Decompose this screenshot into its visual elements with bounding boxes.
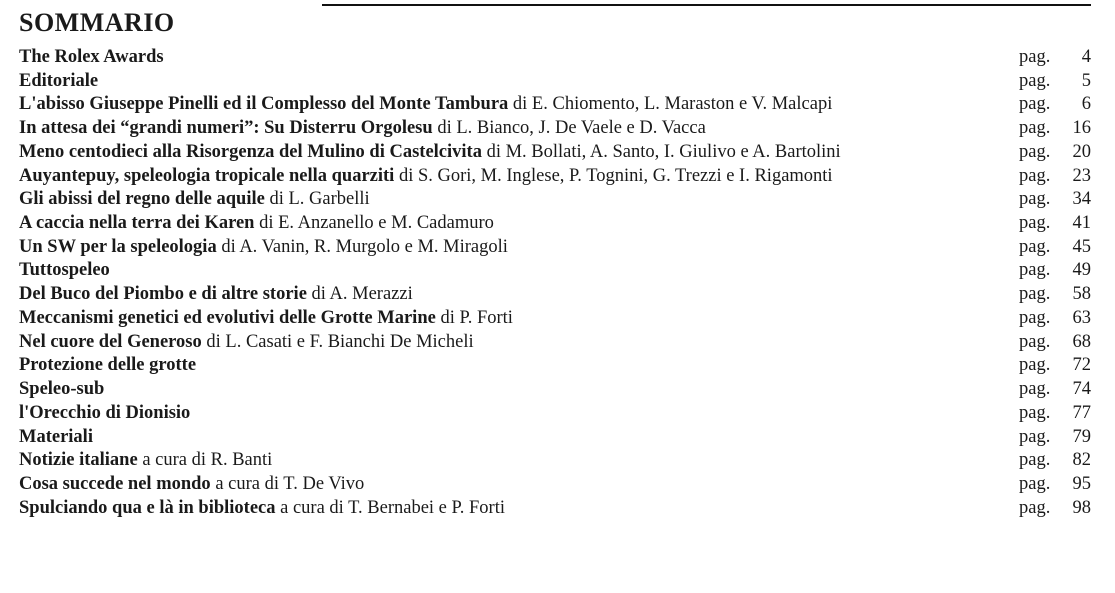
toc-entry-text <box>19 70 1019 94</box>
toc-page-number: 4 <box>1081 47 1091 67</box>
toc-page-number: 98 <box>1072 497 1091 518</box>
toc-page-ref <box>1019 331 1091 355</box>
toc-entry-text <box>19 212 1019 236</box>
toc-entry-authors: di L. Bianco, J. De Vaele e D. Vacca <box>437 118 706 139</box>
toc-page-number: 41 <box>1072 213 1091 234</box>
toc-entry-title: In attesa dei “grandi numeri”: Su Disterru Orgolesu <box>19 118 433 139</box>
table-of-contents <box>19 46 1091 520</box>
toc-page-prefix: pag. <box>1019 118 1051 139</box>
toc-entry-title: A caccia nella terra dei Karen <box>19 213 255 234</box>
toc-entry-text <box>19 331 1019 355</box>
toc-page-number: 6 <box>1081 94 1091 115</box>
toc-entry-text <box>19 426 1019 450</box>
toc-page-ref <box>1019 70 1091 94</box>
toc-entry-text <box>19 236 1019 260</box>
toc-page-prefix: pag. <box>1019 236 1051 257</box>
toc-page-number: 79 <box>1072 426 1091 447</box>
toc-entry-text <box>19 188 1019 212</box>
toc-entry-text <box>19 93 1019 117</box>
toc-page-ref <box>1019 117 1091 141</box>
page-title: SOMMARIO <box>19 8 175 37</box>
toc-page-prefix: pag. <box>1019 70 1051 91</box>
toc-entry-title: The Rolex Awards <box>19 47 164 67</box>
toc-page-ref <box>1019 236 1091 260</box>
toc-page-number: 72 <box>1072 355 1091 376</box>
toc-entry-text <box>19 46 1019 70</box>
toc-page-number: 16 <box>1072 118 1091 139</box>
toc-entry-title: Meccanismi genetici ed evolutivi delle Grotte Marine <box>19 307 436 328</box>
toc-entry <box>19 70 1091 94</box>
toc-page-number: 58 <box>1072 284 1091 305</box>
toc-page-ref <box>1019 354 1091 378</box>
toc-entry <box>19 497 1091 521</box>
toc-entry <box>19 165 1091 189</box>
toc-entry-title: l'Orecchio di Dionisio <box>19 402 191 423</box>
toc-entry-text <box>19 449 1019 473</box>
toc-page-prefix: pag. <box>1019 379 1051 400</box>
toc-page-prefix: pag. <box>1019 94 1051 115</box>
toc-page-ref <box>1019 165 1091 189</box>
toc-entry-text <box>19 402 1019 426</box>
toc-entry <box>19 259 1091 283</box>
toc-entry-title: Tuttospeleo <box>19 260 110 281</box>
toc-entry-authors: di P. Forti <box>440 307 513 328</box>
toc-page-number: 63 <box>1072 307 1091 328</box>
toc-entry-text <box>19 283 1019 307</box>
toc-entry <box>19 46 1091 70</box>
toc-page-ref <box>1019 449 1091 473</box>
toc-entry <box>19 283 1091 307</box>
toc-entry-text <box>19 117 1019 141</box>
toc-page-number: 82 <box>1072 450 1091 471</box>
toc-entry-title: Meno centodieci alla Risorgenza del Mulino di Castelcivita <box>19 141 482 162</box>
toc-page-prefix: pag. <box>1019 307 1051 328</box>
toc-page-number: 68 <box>1072 331 1091 352</box>
toc-entry <box>19 402 1091 426</box>
toc-entry-authors: di E. Chiomento, L. Maraston e V. Malcapi <box>512 94 833 115</box>
toc-page-prefix: pag. <box>1019 402 1051 423</box>
toc-entry <box>19 426 1091 450</box>
toc-entry-title: Notizie italiane <box>19 450 138 471</box>
toc-entry-title: Speleo-sub <box>19 379 105 400</box>
toc-entry-title: L'abisso Giuseppe Pinelli ed il Complesso del Monte Tambura <box>19 94 509 115</box>
toc-page-prefix: pag. <box>1019 165 1051 186</box>
toc-entry-text <box>19 497 1019 521</box>
toc-entry <box>19 141 1091 165</box>
toc-page-number: 23 <box>1072 165 1091 186</box>
toc-entry <box>19 449 1091 473</box>
toc-page-prefix: pag. <box>1019 473 1051 494</box>
toc-entry-text <box>19 141 1019 165</box>
toc-page-number: 20 <box>1072 141 1091 162</box>
toc-page-number: 77 <box>1072 402 1091 423</box>
toc-page-prefix: pag. <box>1019 497 1051 518</box>
toc-entry <box>19 117 1091 141</box>
toc-entry-text <box>19 259 1019 283</box>
toc-page-prefix: pag. <box>1019 141 1051 162</box>
toc-entry-authors: a cura di R. Banti <box>142 450 273 471</box>
toc-entry-authors: di S. Gori, M. Inglese, P. Tognini, G. Trezzi e I. Rigamonti <box>398 165 833 186</box>
toc-page-ref <box>1019 259 1091 283</box>
toc-page-number: 49 <box>1072 260 1091 281</box>
toc-entry-title: Del Buco del Piombo e di altre storie <box>19 284 307 305</box>
toc-entry-text <box>19 307 1019 331</box>
toc-entry-authors: a cura di T. De Vivo <box>215 473 365 494</box>
toc-page-number: 45 <box>1072 236 1091 257</box>
toc-entry <box>19 93 1091 117</box>
toc-page-ref <box>1019 473 1091 497</box>
toc-page-ref <box>1019 93 1091 117</box>
toc-page-prefix: pag. <box>1019 213 1051 234</box>
toc-entry-title: Un SW per la speleologia <box>19 236 217 257</box>
toc-page-ref <box>1019 46 1091 70</box>
toc-entry-authors: di A. Vanin, R. Murgolo e M. Miragoli <box>221 236 508 257</box>
toc-entry-title: Cosa succede nel mondo <box>19 473 211 494</box>
toc-entry <box>19 212 1091 236</box>
toc-entry <box>19 473 1091 497</box>
toc-page-number: 74 <box>1072 379 1091 400</box>
toc-entry-authors: di L. Garbelli <box>269 189 370 210</box>
toc-page-prefix: pag. <box>1019 450 1051 471</box>
toc-entry-authors: di L. Casati e F. Bianchi De Micheli <box>206 331 474 352</box>
toc-page-prefix: pag. <box>1019 284 1051 305</box>
toc-page-number: 5 <box>1081 70 1091 91</box>
toc-page-ref <box>1019 497 1091 521</box>
toc-entry-title: Auyantepuy, speleologia tropicale nella quarziti <box>19 165 395 186</box>
toc-page-ref <box>1019 426 1091 450</box>
toc-entry-text <box>19 354 1019 378</box>
toc-page-prefix: pag. <box>1019 47 1051 67</box>
toc-entry-title: Materiali <box>19 426 93 447</box>
toc-entry-title: Spulciando qua e là in biblioteca <box>19 497 276 518</box>
top-rule <box>322 4 1091 6</box>
toc-page-ref <box>1019 283 1091 307</box>
toc-page-number: 95 <box>1072 473 1091 494</box>
toc-page-prefix: pag. <box>1019 331 1051 352</box>
toc-page-ref <box>1019 188 1091 212</box>
toc-entry <box>19 331 1091 355</box>
toc-entry <box>19 307 1091 331</box>
toc-entry-text <box>19 473 1019 497</box>
toc-page-ref <box>1019 141 1091 165</box>
toc-page-ref <box>1019 212 1091 236</box>
toc-page-prefix: pag. <box>1019 355 1051 376</box>
toc-page-prefix: pag. <box>1019 189 1051 210</box>
toc-entry-title: Gli abissi del regno delle aquile <box>19 189 265 210</box>
toc-entry-title: Protezione delle grotte <box>19 355 197 376</box>
toc-entry-title: Nel cuore del Generoso <box>19 331 202 352</box>
toc-page-prefix: pag. <box>1019 260 1051 281</box>
toc-entry-authors: di A. Merazzi <box>311 284 413 305</box>
toc-entry-authors: di M. Bollati, A. Santo, I. Giulivo e A. Bartolini <box>486 141 841 162</box>
toc-entry <box>19 354 1091 378</box>
toc-entry-title: Editoriale <box>19 70 99 91</box>
toc-page-number: 34 <box>1072 189 1091 210</box>
toc-entry <box>19 236 1091 260</box>
toc-page-prefix: pag. <box>1019 426 1051 447</box>
toc-entry <box>19 188 1091 212</box>
toc-page-ref <box>1019 378 1091 402</box>
toc-entry-authors: a cura di T. Bernabei e P. Forti <box>280 497 505 518</box>
toc-entry-text <box>19 165 1019 189</box>
toc-page-ref <box>1019 307 1091 331</box>
toc-page-ref <box>1019 402 1091 426</box>
toc-entry-text <box>19 378 1019 402</box>
toc-entry-authors: di E. Anzanello e M. Cadamuro <box>259 213 494 234</box>
toc-entry <box>19 378 1091 402</box>
